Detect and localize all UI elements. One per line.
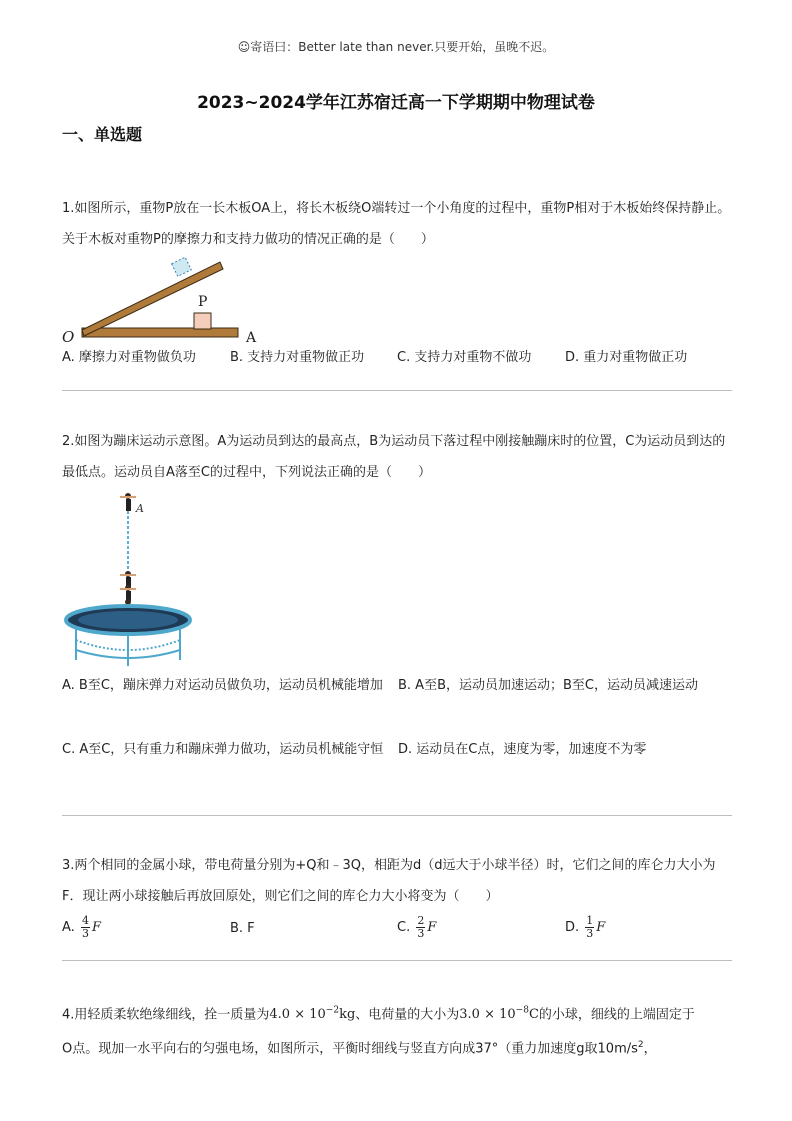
q2-option-d[interactable]: D. 运动员在C点，速度为零，加速度不为零 [398,742,647,757]
q2-option-c[interactable]: C. A至C，只有重力和蹦床弹力做功，运动员机械能守恒 [62,742,384,757]
divider [62,960,732,961]
q2-option-a[interactable]: A. B至C，蹦床弹力对运动员做负功，运动员机械能增加 [62,678,383,693]
q3-option-a[interactable] [62,915,101,940]
question-1-text: 1.如图所示，重物P放在一长木板OA上，将长木板绕O端转过一个小角度的过程中，重物P相对于木板始终保持静止。关于木板对重物P的摩擦力和支持力做功的情况正确的是（ ） [62,201,731,247]
variable: F [427,920,437,935]
block-p [194,313,211,329]
q3-option-b[interactable] [230,919,255,939]
fraction: $\frac{4}{3}$ [81,914,89,940]
variable: F [596,920,606,935]
q2-option-b[interactable]: B. A至B，运动员加速运动；B至C，运动员减速运动 [398,678,698,693]
q3-option-c[interactable] [397,915,436,940]
option-letter: C. [397,920,411,935]
section-heading: 一、单选题 [62,125,143,144]
option-letter: A. [62,920,75,935]
charge-value: $3.0 \times 10^{-8}C$ [459,1006,539,1023]
question-4-line-1: 4.用轻质柔软绝缘细线，拴一质量为$4.0 \times 10^{-2}kg$、电荷量的大小为$3.0 \times 10^{-8}C$的小球，细线的上端固定于 [62,1006,695,1023]
q1-option-c[interactable]: C. 支持力对重物不做功 [397,350,532,365]
label-a: A [136,502,144,515]
q1-option-a[interactable]: A. 摩擦力对重物做负功 [62,350,196,365]
fraction: $\frac{1}{3}$ [586,914,594,940]
q1-option-d[interactable]: D. 重力对重物做正功 [565,350,688,365]
question-2-text: 2.如图为蹦床运动示意图。A为运动员到达的最高点，B为运动员下落过程中刚接触蹦床时的位置，C为运动员到达的最低点。运动员自A落至C的过程中，下列说法正确的是（ ） [62,434,726,480]
variable: F [91,920,101,935]
question-3-text: 3.两个相同的金属小球，带电荷量分别为+Q和﹣3Q，相距为d（d远大于小球半径）时，它们之间的库仑力大小为F．现让两小球接触后再放回原处，则它们之间的库仑力大小将变为（ ） [62,858,716,904]
divider [62,390,732,391]
question-4-line-2: O点。现加一水平向右的匀强电场，如图所示，平衡时细线与竖直方向成37°（重力加速度g取$10m/s^2$， [62,1040,657,1057]
fraction: $\frac{2}{3}$ [417,914,425,940]
label-a: A [246,330,257,346]
motto-line: ☺寄语曰：Better late than never.只要开始，虽晚不迟。 [237,40,555,54]
page-title: 2023~2024学年江苏宿迁高一下学期期中物理试卷 [197,93,595,113]
mass-value: $4.0 \times 10^{-2}kg$ [269,1006,356,1023]
trampoline-figure [62,490,202,670]
block-dashed [172,257,192,276]
athlete-a [120,493,136,511]
label-o: O [62,328,75,346]
label-p: P [198,294,208,310]
q1-option-b[interactable]: B. 支持力对重物做正功 [230,350,365,365]
divider [62,815,732,816]
option-letter: D. [565,920,580,935]
q3-option-d[interactable] [565,915,605,940]
incline-figure [60,256,275,346]
horizontal-board [82,328,238,337]
option-letter: B. F [230,921,255,936]
